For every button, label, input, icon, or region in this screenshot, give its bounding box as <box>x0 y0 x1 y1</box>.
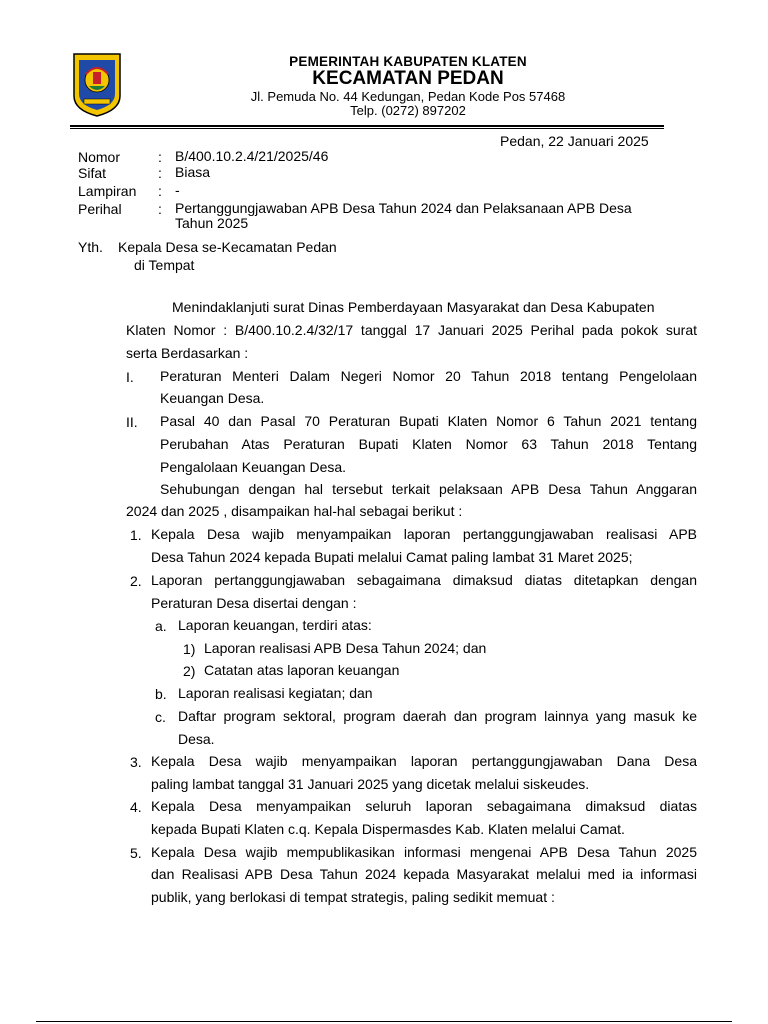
letterhead-phone: Telp. (0272) 897202 <box>350 103 466 118</box>
basis-line: Peraturan Menteri Dalam Negeri Nomor 20 Tahun 2018 tentang Pengelolaan <box>160 368 697 384</box>
subpoint-line: Catatan atas laporan keuangan <box>204 662 400 678</box>
subpoint-line: Laporan realisasi kegiatan; dan <box>178 685 373 701</box>
point-number: 5. <box>130 845 142 861</box>
subpoint-line: Laporan keuangan, terdiri atas: <box>178 617 372 633</box>
sifat-label: Sifat <box>78 165 107 181</box>
subpoint-line: Desa. <box>178 731 215 747</box>
basis-number: I. <box>126 369 134 385</box>
subpoint-letter: a. <box>155 618 167 634</box>
perihal-colon: : <box>158 201 162 217</box>
lampiran-label: Lampiran <box>78 183 137 199</box>
followup-line: Sehubungan dengan hal tersebut terkait pelaksaan APB Desa Tahun Anggaran <box>160 481 697 497</box>
lampiran-value: - <box>175 182 180 198</box>
perihal-label: Perihal <box>78 201 122 217</box>
subpoint-letter: c. <box>155 709 166 725</box>
subpoint-line: Daftar program sektoral, program daerah dan program lainnya yang masuk ke <box>178 708 697 724</box>
point-line: Peraturan Desa disertai dengan : <box>151 595 357 611</box>
subpoint-letter: b. <box>155 686 167 702</box>
point-line: kepada Bupati Klaten c.q. Kepala Dispermasdes Kab. Klaten melalui Camat. <box>151 821 625 837</box>
point-line: Kepala Desa wajib menyampaikan laporan pertanggungjawaban Dana Desa <box>151 753 697 769</box>
point-number: 1. <box>130 527 142 543</box>
addressee-place: di Tempat <box>134 257 195 273</box>
nomor-colon: : <box>158 149 162 165</box>
point-line: dan Realisasi APB Desa Tahun 2024 kepada Masyarakat melalui med ia informasi <box>151 866 697 882</box>
letterhead-divider <box>70 125 664 127</box>
point-number: 4. <box>130 799 142 815</box>
point-line: Desa Tahun 2024 kepada Bupati melalui Camat paling lambat 31 Maret 2025; <box>151 549 633 565</box>
nomor-value: B/400.10.2.4/21/2025/46 <box>175 148 329 164</box>
letterhead-government: PEMERINTAH KABUPATEN KLATEN <box>289 54 527 69</box>
letter-date: Pedan, 22 Januari 2025 <box>500 133 649 149</box>
point-number: 2. <box>130 573 142 589</box>
point-line: Kepala Desa menyampaikan seluruh laporan sebagaimana dimaksud diatas <box>151 798 697 814</box>
point-number: 3. <box>130 754 142 770</box>
basis-line: Pasal 40 dan Pasal 70 Peraturan Bupati Klaten Nomor 6 Tahun 2021 tentang <box>160 413 697 429</box>
subpoint-number: 2) <box>183 663 196 679</box>
letterhead-office: KECAMATAN PEDAN <box>312 68 504 89</box>
intro-line: serta Berdasarkan : <box>126 345 249 361</box>
followup-line: 2024 dan 2025 , disampaikan hal-hal sebagai berikut : <box>126 503 463 519</box>
perihal-value-line1: Pertanggungjawaban APB Desa Tahun 2024 dan Pelaksanaan APB Desa <box>175 200 632 216</box>
letterhead-address: Jl. Pemuda No. 44 Kedungan, Pedan Kode Pos 57468 <box>250 89 566 104</box>
intro-line: Klaten Nomor : B/400.10.2.4/32/17 tanggal 17 Januari 2025 Perihal pada pokok surat <box>126 322 697 338</box>
point-line: Laporan pertanggungjawaban sebagaimana dimaksud diatas ditetapkan dengan <box>151 572 697 588</box>
point-line: paling lambat tanggal 31 Januari 2025 yang dicetak melalui siskeudes. <box>151 776 590 792</box>
subpoint-line: Laporan realisasi APB Desa Tahun 2024; dan <box>204 640 487 656</box>
point-line: Kepala Desa wajib menyampaikan laporan pertanggungjawaban realisasi APB <box>151 526 697 542</box>
basis-number: II. <box>126 414 138 430</box>
intro-line: Menindaklanjuti surat Dinas Pemberdayaan Masyarakat dan Desa Kabupaten <box>172 299 655 315</box>
addressee-salutation: Yth. <box>78 239 103 255</box>
lampiran-colon: : <box>158 183 162 199</box>
sifat-colon: : <box>158 165 162 181</box>
nomor-label: Nomor <box>78 149 121 165</box>
addressee-name: Kepala Desa se-Kecamatan Pedan <box>118 239 337 255</box>
page-bottom-rule <box>36 1021 732 1022</box>
basis-line: Keuangan Desa. <box>160 390 265 406</box>
perihal-value-line2: Tahun 2025 <box>175 215 249 231</box>
point-line: publik, yang berlokasi di tempat strategis, paling sedikit memuat : <box>151 889 555 905</box>
letterhead-divider-thin <box>70 128 664 129</box>
klaten-regency-emblem-icon <box>72 52 122 118</box>
basis-line: Pengalolaan Keuangan Desa. <box>160 459 347 475</box>
point-line: Kepala Desa wajib mempublikasikan informasi mengenai APB Desa Tahun 2025 <box>151 844 697 860</box>
sifat-value: Biasa <box>175 164 211 180</box>
basis-line: Perubahan Atas Peraturan Bupati Klaten Nomor 63 Tahun 2018 Tentang <box>160 436 697 452</box>
subpoint-number: 1) <box>183 641 196 657</box>
